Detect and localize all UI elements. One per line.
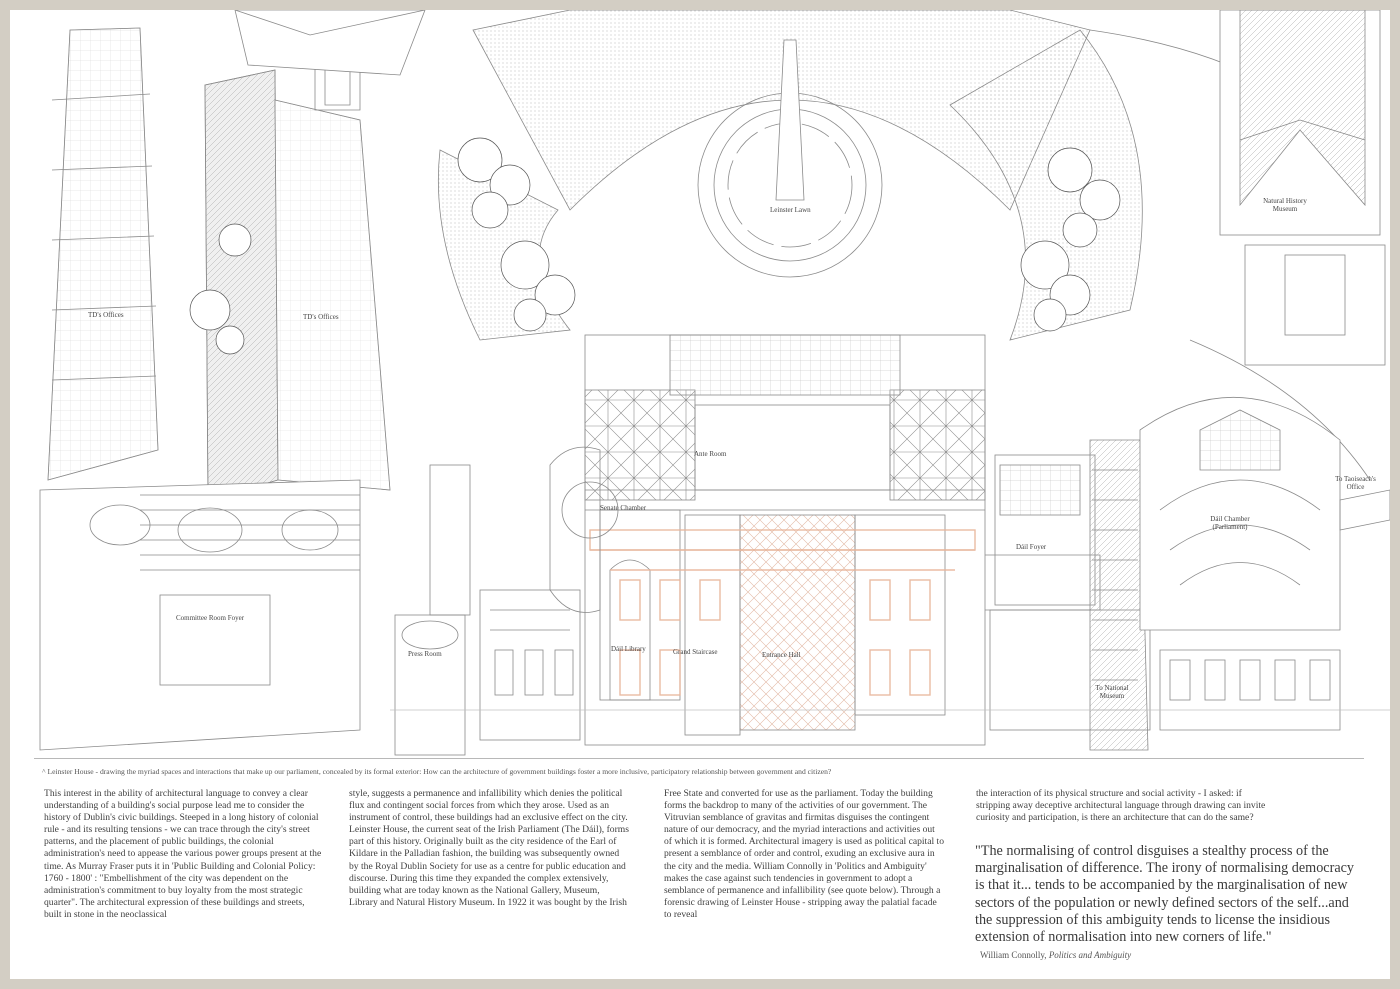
- label-to-national-museum: To National Museum: [1095, 684, 1129, 700]
- label-dail-library: Dáil Library: [611, 645, 646, 653]
- label-grand-staircase: Grand Staircase: [673, 648, 718, 656]
- text-column-1: [44, 788, 324, 921]
- label-tds-offices-right: TD's Offices: [303, 313, 339, 321]
- label-committee-room-foyer: Committee Room Foyer: [176, 614, 245, 622]
- connolly-quote: "The normalising of control disguises a stealthy process of the marginalisation of difference. The irony of normalising democracy is that it... tends to be accompanied by the marginalisation of new sectors of the population or newly defined sectors of the self...and the suppression of this ambiguity tends to license the insidious extension of normalisation into new corners of life.": [975, 843, 1355, 946]
- paragraph-column-3: Free State and converted for use as the parliament. Today the building forms the backdrop to many of the activities of our government. The Vitruvian semblance of gravitas and firmitas disguises the contingent nature of our democracy, and the myriad interactions and activities out of which it is formed. Architectural imagery is used as political capital to present a semblance of order and control, exuding an exclusive aura in the city and the media. William Connolly in 'Politics and Ambiguity' makes the case against such tendencies in government to adopt a semblance of permanence and infallibility (see quote below). Through a forensic drawing of Leinster House - stripping away the palatial facade to reveal: [664, 788, 945, 920]
- label-dail-foyer: Dáil Foyer: [1016, 543, 1047, 551]
- label-dail-chamber: Dáil Chamber (Parliament): [1210, 515, 1250, 531]
- label-leinster-lawn: Leinster Lawn: [770, 206, 811, 214]
- text-column-4: [976, 788, 1276, 824]
- paragraph-column-2: style, suggests a permanence and infallibility which denies the political flux and contingent social forces from which they arose. Used as an instrument of control, these buildings had an exclusive effect on the city. Leinster House, the current seat of the Irish Parliament (The Dáil), forms part of this history. Originally built as the city residence of the Earl of Kildare in the Palladian fashion, the building was subsequently owned by the Royal Dublin Society for use as a centre for public education and discourse. During this time they expanded the complex extensively, building what are today known as the National Gallery, Museum, Library and Natural History Museum. In 1922 it was bought by the Irish: [349, 788, 629, 908]
- caption-divider: [34, 758, 1364, 759]
- text-column-2: [349, 788, 629, 909]
- label-press-room: Press Room: [408, 650, 442, 658]
- label-tds-offices-left: TD's Offices: [88, 311, 124, 319]
- figure-caption: ^ Leinster House - drawing the myriad spaces and interactions that make up our parliament, concealed by its formal exterior: How can the architecture of government buildings foster a more inclusive, participatory relationship between government and citizen?: [42, 767, 832, 776]
- text-column-3: [664, 788, 944, 921]
- paragraph-column-1: This interest in the ability of architectural language to convey a clear understanding of a building's social purpose lead me to consider the history of Dublin's civic buildings. Steeped in a long history of colonial rule - and its resulting tensions - we can trace through the city's street patterns, and the placement of public buildings, the colonial administration's need to appease the various power groups present at the time. As Murray Fraser puts it in 'Public Building and Colonial Policy: 1760 - 1800' : "Embellishment of the city was dependent on the administration's commitment to buy loyalty from the most strategic quarter". The architectural expression of these buildings and streets, built in stone in the neoclassical: [44, 788, 322, 920]
- label-senate-chamber: Senate Chamber: [600, 504, 647, 512]
- paragraph-column-4: the interaction of its physical structure and social activity - I asked: if stripping away deceptive architectural language through drawing can invite curiosity and participation, is there an architecture that can do the same?: [976, 788, 1266, 824]
- label-to-taoiseachs-office: To Taoiseach's Office: [1335, 475, 1376, 491]
- poster-sheet: [10, 10, 1390, 979]
- label-natural-history-museum: Natural History Museum: [1263, 197, 1307, 213]
- label-entrance-hall: Entrance Hall: [762, 651, 801, 659]
- quote-attribution: [980, 950, 1131, 960]
- attribution-work: Politics and Ambiguity: [1048, 950, 1132, 960]
- leinster-house-axonometric-drawing: [10, 10, 1390, 760]
- label-ante-room: Ante Room: [694, 450, 727, 458]
- attribution-author: William Connolly,: [980, 950, 1047, 960]
